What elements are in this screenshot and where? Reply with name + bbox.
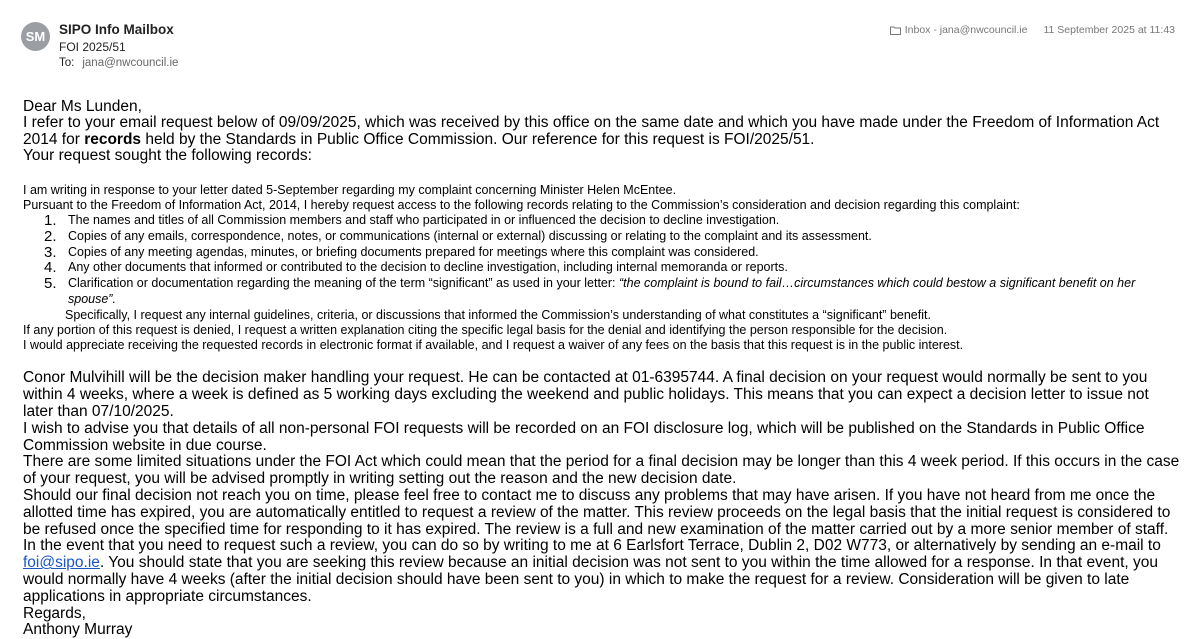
sender-name[interactable]: SIPO Info Mailbox [59, 22, 174, 37]
regards: Regards, [23, 604, 86, 622]
sender-avatar[interactable]: SM [21, 22, 50, 51]
message-header [0, 0, 1199, 90]
quoted-phrase: “the complaint is bound to fail…circumstances which could bestow a significant benefit on her spouse”. [68, 276, 1136, 307]
request-list [23, 213, 1183, 308]
list-number: 3. [44, 243, 57, 261]
event-paragraph: In the event that you need to request such a review, you can do so by writing to me at 6 Earlsfort Terrace, Dublin 2, D02 W773, or alternatively by sending an e-mail to foi@sipo.ie. You should state that you are seeking this review because an initial decision was not sent to you within the time allowed for a response. In that event, you would normally have 4 weeks (after the initial decision should have been sent to you) in which to make the request for a review. Consideration will be given to late applications in appropriate circumstances. [23, 537, 1161, 605]
disclosure-paragraph: I wish to advise you that details of all non-personal FOI requests will be recorded on an FOI disclosure log, which will be published on the Standards in Public Office Commission website in due course. [23, 419, 1145, 454]
list-item: 2. Copies of any emails, correspondence, notes, or communications (internal or external) discussing or relating to the complaint and its assessment. [44, 227, 872, 245]
intro-bold: records [84, 130, 142, 148]
response-block [23, 370, 1183, 639]
request-line-1: I am writing in response to your letter dated 5-September regarding my complaint concerning Minister Helen McEntee. [23, 182, 677, 197]
intro-paragraph: I refer to your email request below of 09/09/2025, which was received by this office on the same date and which you have made under the Freedom of Information Act 2014 for records held by the Standards in Public Office Commission. Our reference for this request is FOI/2025/51. [23, 114, 1160, 148]
quoted-request [23, 183, 1183, 354]
decision-maker-paragraph: Conor Mulvihill will be the decision maker handling your request. He can be contacted at 01-6395744. A final decision on your request would normally be sent to you within 4 weeks, where a week is defined as 5 working days excluding the weekend and public holidays. This means that you can expect a decision letter to issue not later than 07/10/2025. [23, 369, 1149, 421]
list-item: 5. Clarification or documentation regarding the meaning of the term “significant” as used in your letter: “the complaint is bound to fail…circumstances which could bestow a significant benefit on her spouse”. [44, 275, 1136, 307]
subject-line: FOI 2025/51 [59, 40, 126, 54]
signature: Anthony Murray [23, 621, 133, 639]
list-item: 4. Any other documents that informed or contributed to the decision to decline investigation, including internal memoranda or reports. [44, 259, 788, 277]
message-body [23, 99, 1183, 639]
request-line-2: Pursuant to the Freedom of Information Act, 2014, I hereby request access to the following records relating to the Commission’s consideration and decision regarding this complaint: [23, 197, 1020, 212]
request-format: I would appreciate receiving the requested records in electronic format if available, and I request a waiver of any fees on the basis that this request is in the public interest. [23, 338, 964, 353]
request-specifically: Specifically, I request any internal guidelines, criteria, or discussions that informed the Commission’s understanding of what constitutes a “significant” benefit. [65, 307, 931, 322]
list-item: 1. The names and titles of all Commission members and staff who participated in or influenced the decision to decline investigation. [44, 212, 780, 230]
intro-block [23, 99, 1183, 165]
foi-email-link[interactable]: foi@sipo.ie [23, 554, 100, 572]
mailbox-label[interactable]: Inbox - jana@nwcouncil.ie [904, 24, 1028, 36]
list-number: 2. [44, 227, 57, 245]
limited-situations-paragraph: There are some limited situations under the FOI Act which could mean that the period for a final decision may be longer than this 4 week period. If this occurs in the case of your request, you will be advised promptly in writing setting out the reason and the new decision date. [23, 453, 1180, 488]
list-item: 3. Copies of any meeting agendas, minutes, or briefing documents prepared for meetings where this complaint was considered. [44, 243, 759, 261]
recipient-line [59, 57, 178, 69]
list-number: 1. [44, 212, 57, 230]
list-number: 5. [44, 275, 57, 293]
review-paragraph: Should our final decision not reach you on time, please feel free to contact me to discuss any problems that may have arisen. If you have not heard from me once the allotted time has expired, you are automatically entitled to request a review of the matter. This review proceeds on the legal basis that the initial request is considered to be refused once the specified time for responding to it has expired. The review is a full and new examination of the matter carried out by a more senior member of staff. [23, 487, 1171, 538]
recipient-address[interactable]: jana@nwcouncil.ie [82, 57, 179, 69]
folder-icon [890, 26, 901, 35]
message-meta [890, 24, 1175, 36]
to-label: To: [59, 57, 75, 69]
intro-request-line: Your request sought the following records: [23, 147, 312, 165]
message-date: 11 September 2025 at 11:43 [1043, 24, 1175, 36]
request-denied: If any portion of this request is denied, I request a written explanation citing the specific legal basis for the denial and identifying the person responsible for the decision. [23, 323, 948, 338]
greeting: Dear Ms Lunden, [23, 98, 142, 115]
list-number: 4. [44, 259, 57, 277]
